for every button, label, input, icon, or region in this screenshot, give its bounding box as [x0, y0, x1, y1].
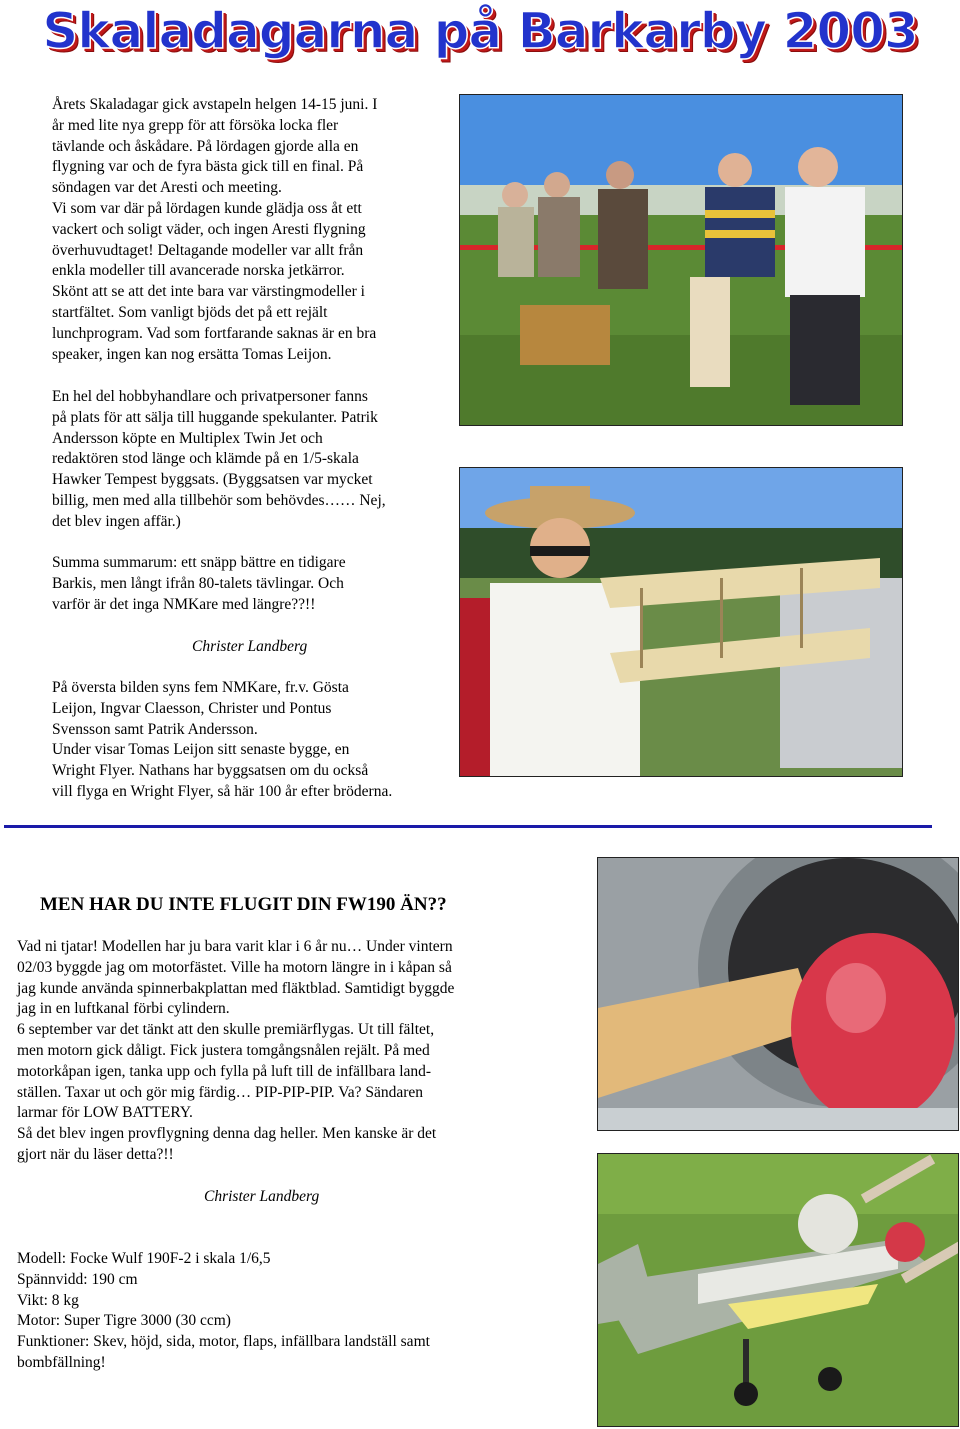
specs-paragraph: Modell: Focke Wulf 190F-2 i skala 1/6,5 Spännvidd: 190 cm Vikt: 8 kg Motor: Super Tigre 3000 (30 ccm) Funktioner: Skev, höjd, sida, motor, flaps, infällbara landställ samt bombfällning! [17, 1250, 430, 1371]
captions-paragraph: På översta bilden syns fem NMKare, fr.v. Gösta Leijon, Ingvar Claesson, Christer und Pontus Svensson samt Patrik Andersson. Under visar Tomas Leijon sitt senaste bygge, en Wright Flyer. Nathans har byggsatsen om du också vill flyga en Wright Flyer, så här 100 år efter bröderna. [52, 679, 393, 800]
wright-flyer-photo [459, 467, 903, 777]
fw190-paragraph: Vad ni tjatar! Modellen har ju bara varit klar i 6 år nu… Under vintern 02/03 byggde jag om motorfästet. Ville ha motorn längre in i kåpan så jag kunde använda spinnerbakplattan med fläktblad. Samtidigt byggde jag in en luftkanal förbi cylindern. 6 september var det tänkt att den skulle premiärflygas. Ut till fältet, men motorn gick dåligt. Fick justera tomgångsnålen rejält. På med motorkåpan igen, tanka upp och fylla på luft till de infällbara land- ställen. Taxar ut och gör mig färdig… PIP-PIP-PIP. Va? Sändaren larmar för LOW BATTERY. Så det blev ingen provflygning denna dag heller. Men kanske är det gjort när du läser detta?!! [17, 938, 455, 1163]
summary-paragraph: Summa summarum: ett snäpp bättre en tidigare Barkis, men långt ifrån 80-talets tävlingar. Och varför är det inga NMKare med längre??!! [52, 554, 346, 613]
fw190-model-photo [597, 1153, 959, 1427]
signature-1: Christer Landberg [192, 638, 308, 655]
spinner-photo [597, 857, 959, 1131]
page-title: Skaladagarna på Barkarby 2003 [42, 2, 918, 60]
section-divider [4, 825, 932, 828]
group-photo [459, 94, 903, 426]
intro-paragraph: Årets Skaladagar gick avstapeln helgen 14-15 juni. I år med lite nya grepp för att försöka locka fler tävlande och åskådare. På lördagen gjorde alla en flygning var och de fyra bästa gick till en final. På söndagen var det Aresti och meeting. Vi som var där på lördagen kunde glädja oss åt ett vackert och soligt väder, och ingen Aresti flygning överhuvudtaget! Deltagande modeller var allt från enkla modeller till avancerade norska jetkärror. Skönt att se att det inte bara var värstingmodeller i startfältet. Som vanligt bjöds det på ett rejält lunchprogram. Vad som fortfarande saknas är en bra speaker, ingen kan nog ersätta Tomas Leijon. [52, 96, 378, 363]
signature-2: Christer Landberg [204, 1188, 320, 1205]
dealers-paragraph: En hel del hobbyhandlare och privatpersoner fanns på plats för att sälja till huggande spekulanter. Patrik Andersson köpte en Multiplex Twin Jet och redaktören stod länge och klämde på en 1/5-skala Hawker Tempest byggsats. (Byggsatsen var mycket billig, men med alla tillbehör som behövdes…… Nej, det blev ingen affär.) [52, 388, 386, 530]
fw190-heading: MEN HAR DU INTE FLUGIT DIN FW190 ÄN?? [40, 894, 447, 915]
